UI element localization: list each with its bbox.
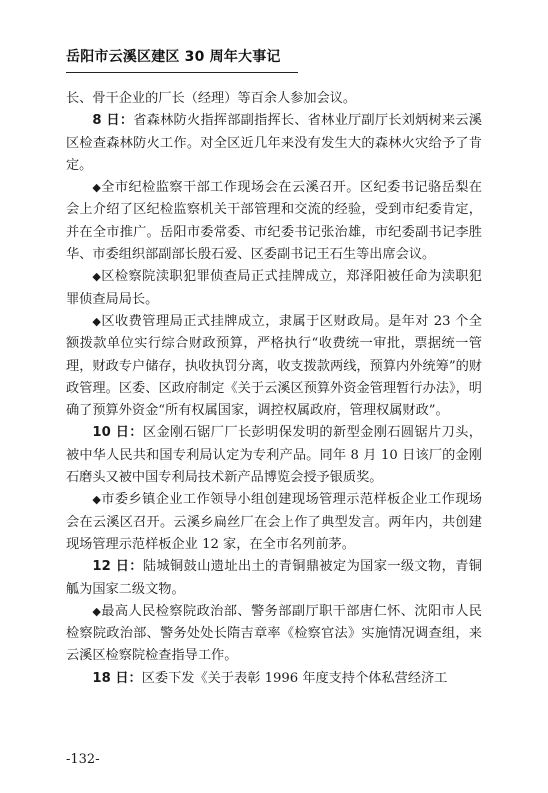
- paragraph-text: 全市纪检监察干部工作现场会在云溪召开。区纪委书记骆岳梨在会上介绍了区纪检监察机关干部管理和交流的经验，受到市纪委肯定，并在全市推广。岳阳市委常委、市纪委书记张治雄，市纪委副书记李胜华、市委组织部副部长殷石爱、区委副书记王石生等出席会议。: [66, 180, 482, 263]
- diamond-bullet-icon: ◆: [92, 493, 102, 507]
- diamond-bullet-icon: ◆: [92, 604, 102, 618]
- page-number: -132-: [66, 752, 100, 767]
- paragraph: [66, 266, 482, 311]
- paragraph: [66, 110, 482, 177]
- diamond-bullet-icon: ◆: [92, 181, 102, 195]
- paragraph-text: 市委乡镇企业工作领导小组创建现场管理示范样板企业工作现场会在云溪区召开。云溪乡扁丝厂在会上作了典型发言。两年内，共创建现场管理示范样板企业 12 家，在全市名列前茅。: [66, 492, 482, 552]
- paragraph-text: 最高人民检察院政治部、警务部副厅职干部唐仁怀、沈阳市人民检察院政治部、警务处处长隋吉章率《检察官法》实施情况调查组，来云溪区检察院检查指导工作。: [66, 603, 482, 664]
- paragraph: [66, 177, 482, 266]
- paragraph: [66, 311, 482, 422]
- paragraph-text: 区检察院渎职犯罪侦查局正式挂牌成立，郑泽阳被任命为渎职犯罪侦查局局长。: [66, 269, 482, 307]
- paragraph: [66, 489, 482, 556]
- paragraph-text: 区收费管理局正式挂牌成立，隶属于区财政局。是年对 23 个全额拨款单位实行综合财政预算，严格执行“收费统一审批，票据统一管理，财政专户储存，执收执罚分离，收支拨款两线，预算内外统筹”的财政管理。区委、区政府制定《关于云溪区预算外资金管理暂行办法》，明确了预算外资金“所有权属国家，调控权属政府，管理权属财政”。: [66, 313, 482, 419]
- paragraph: [66, 601, 482, 668]
- entry-date: 10 日：: [92, 425, 143, 441]
- paragraph-text: 区金刚石锯厂厂长彭明保发明的新型金刚石圆锯片刀头，被中华人民共和国专利局认定为专利产品。同年 8 月 10 日该厂的金刚石磨头又被中国专利局技术新产品博览会授予银质奖。: [66, 425, 482, 486]
- body-text: [66, 88, 482, 690]
- entry-date: 18 日：: [92, 670, 142, 686]
- diamond-bullet-icon: ◆: [92, 270, 102, 284]
- paragraph: [66, 88, 482, 110]
- running-header: 岳阳市云溪区建区 30 周年大事记: [66, 49, 281, 65]
- header-rule: [66, 72, 298, 73]
- paragraph-text: 区委下发《关于表彰 1996 年度支持个体私营经济工: [141, 670, 448, 686]
- entry-date: 12 日：: [92, 559, 143, 575]
- paragraph: [66, 668, 482, 690]
- paragraph: [66, 422, 482, 489]
- paragraph-text: 省森林防火指挥部副指挥长、省林业厅副厅长刘炳树来云溪区检查森林防火工作。对全区近几年来没有发生大的森林火灾给予了肯定。: [66, 113, 482, 173]
- diamond-bullet-icon: ◆: [92, 314, 102, 328]
- paragraph-text: 长、骨干企业的厂长（经理）等百余人参加会议。: [66, 91, 357, 106]
- paragraph: [66, 556, 482, 601]
- entry-date: 8 日：: [92, 113, 134, 129]
- paragraph-text: 陆城铜鼓山遗址出土的青铜鼎被定为国家一级文物，青铜觚为国家二级文物。: [66, 559, 482, 597]
